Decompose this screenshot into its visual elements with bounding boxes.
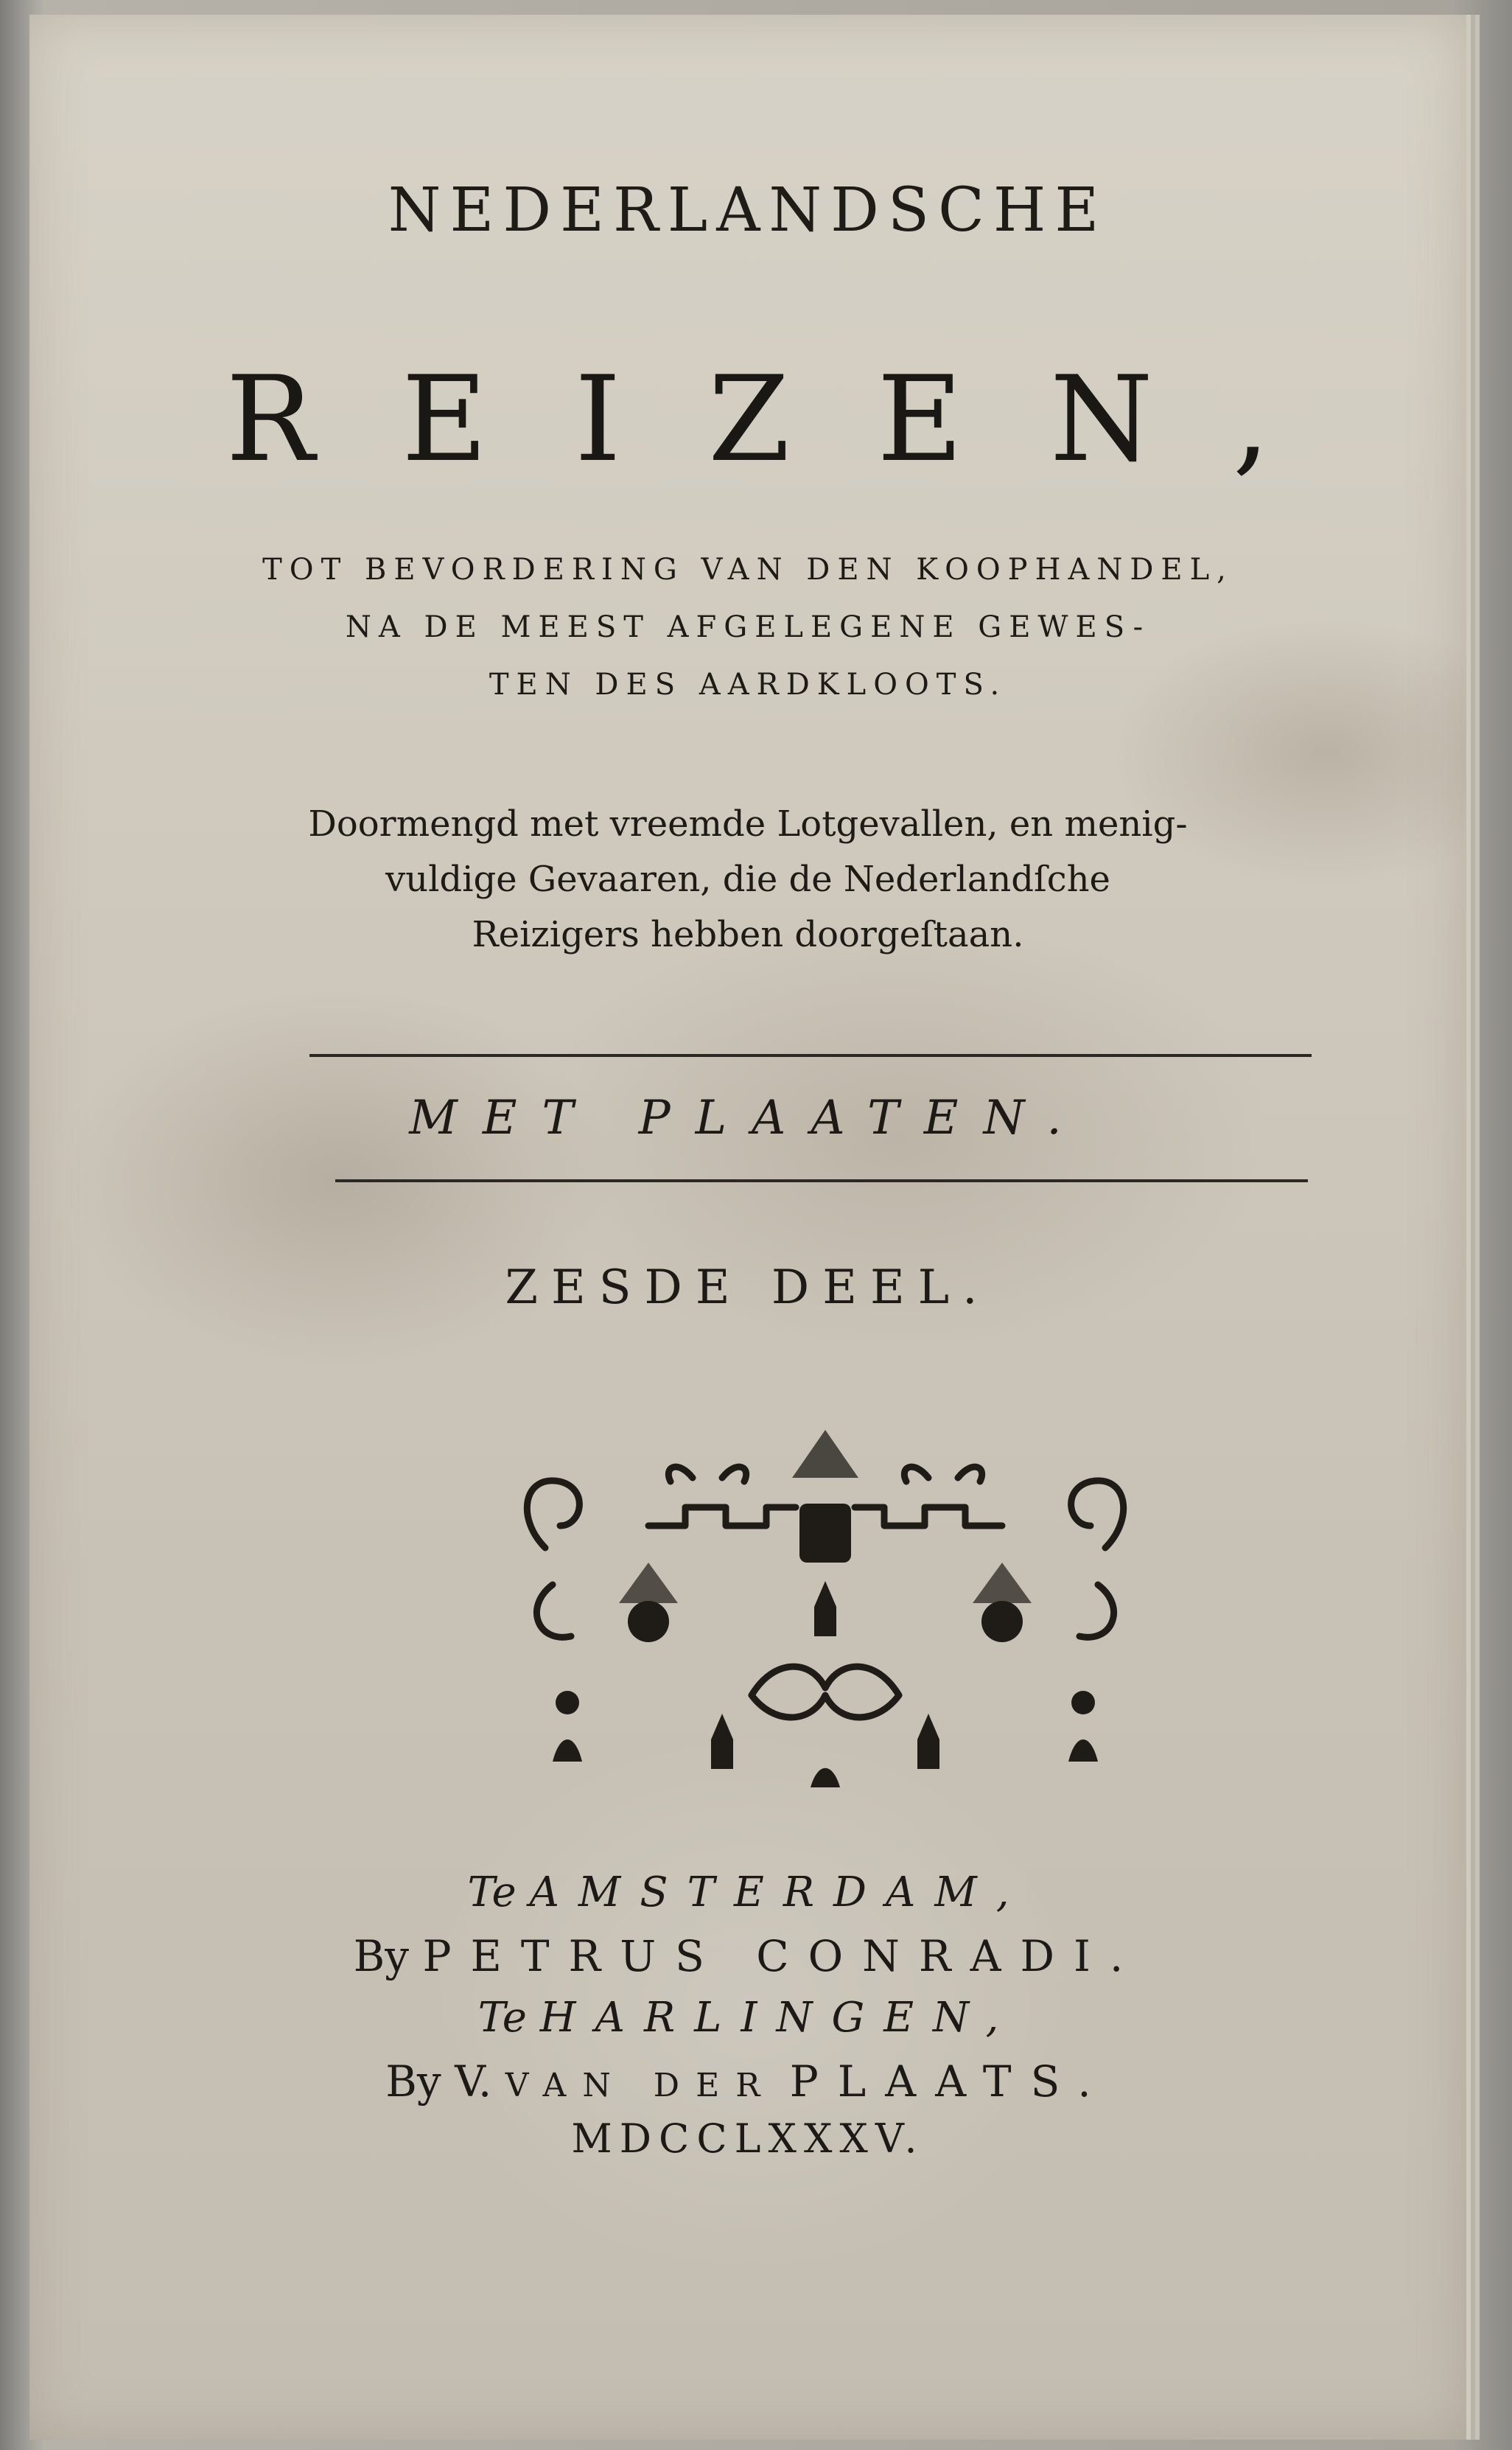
title-line-2: REIZEN, bbox=[225, 350, 1357, 488]
description-line-3: Reizigers hebben doorgeſtaan. bbox=[472, 914, 1024, 955]
imprint-year: MDCCLXXXV. bbox=[571, 2115, 925, 2162]
description-line-2: vuldige Gevaaren, die de Nederlandſche bbox=[385, 859, 1110, 900]
imprint-te-2: Te bbox=[477, 1994, 527, 2042]
imprint-line-4 bbox=[29, 2056, 1466, 2107]
description-line-1: Doormengd met vreemde Lotgevallen, en menig- bbox=[308, 803, 1188, 845]
subtitle-line-2: NA DE MEEST AFGELEGENE GEWES- bbox=[345, 610, 1151, 644]
imprint-line-2 bbox=[29, 1931, 1466, 1981]
volume-part: ZESDE DEEL. bbox=[505, 1260, 991, 1315]
subtitle-line-3: TEN DES AARDKLOOTS. bbox=[489, 668, 1007, 702]
plates-note: MET PLAATEN. bbox=[409, 1091, 1087, 1145]
imprint-city-harlingen: HARLINGEN, bbox=[539, 1994, 1018, 2042]
title-line-1: NEDERLANDSCHE bbox=[388, 175, 1108, 245]
title-page bbox=[29, 15, 1466, 2440]
imprint-line-3 bbox=[29, 1994, 1466, 2042]
imprint-printer-conradi: PETRUS CONRADI. bbox=[422, 1931, 1143, 1981]
imprint-by-1: By bbox=[353, 1931, 410, 1981]
imprint-van-der: VAN DER bbox=[505, 2067, 777, 2104]
imprint-line-1 bbox=[29, 1868, 1466, 1916]
imprint-printer-plaats: PLAATS. bbox=[789, 2056, 1110, 2107]
imprint-by-2: By bbox=[385, 2056, 441, 2107]
imprint-te-1: Te bbox=[467, 1868, 517, 1916]
imprint-city-amsterdam: AMSTERDAM, bbox=[529, 1868, 1029, 1916]
printers-ornament-icon bbox=[501, 1415, 1149, 1798]
imprint-initial: V. bbox=[455, 2056, 492, 2107]
top-rule bbox=[309, 1054, 1312, 1057]
bottom-rule bbox=[335, 1179, 1308, 1182]
subtitle-line-1: TOT BEVORDERING VAN DEN KOOPHANDEL, bbox=[262, 553, 1233, 587]
